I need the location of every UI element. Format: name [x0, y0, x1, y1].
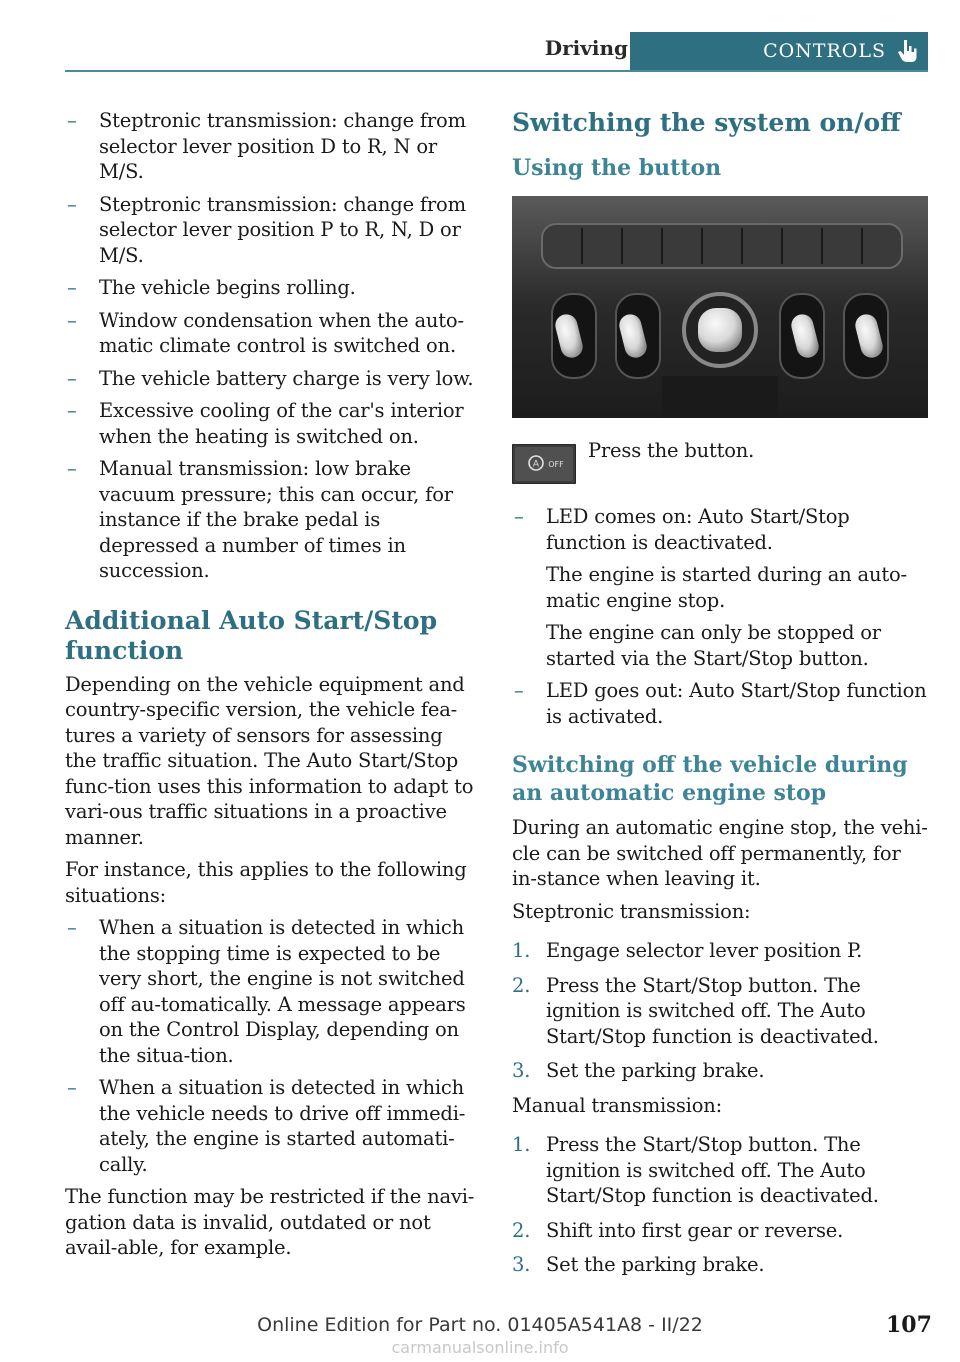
list-item: – The vehicle begins rolling.	[67, 276, 356, 299]
led-on-detail-1: The engine is started during an auto‐matic engine stop.	[546, 563, 907, 612]
list-item: – LED goes out: Auto Start/Stop function is activated.	[514, 679, 927, 728]
running-header-chapter-tab	[630, 32, 928, 70]
toggle-switches-image	[512, 196, 928, 418]
list-item: – Manual transmission: low brake vacuum pressure; this can occur, for instance if the brake pedal is depressed a number of times in succession.	[67, 457, 453, 582]
led-list	[512, 504, 930, 729]
left-column	[65, 108, 479, 1268]
manual-steps	[512, 1132, 930, 1278]
list-item: – When a situation is detected in which the vehicle needs to drive off immedi‐ately, the engine is started automati‐cally.	[67, 1076, 466, 1176]
list-item: 1. Press the Start/Stop button. The ignition is switched off. The Auto Start/Stop function is deactivated.	[512, 1133, 879, 1207]
list-item: 1. Engage selector lever position P.	[512, 939, 863, 962]
paragraph-switch-off: During an automatic engine stop, the vehi‐cle can be switched off permanently, for in‐stance when leaving it.	[512, 816, 928, 890]
situation-list	[65, 915, 479, 1177]
heading-switch-off-vehicle: Switching off the vehicle during an automatic engine stop	[512, 752, 908, 806]
svg-text:OFF: OFF	[548, 460, 564, 469]
heading-switching-system: Switching the system on/off	[512, 108, 901, 137]
steptronic-label: Steptronic transmission:	[512, 899, 751, 923]
running-header-section: Driving	[544, 36, 628, 60]
steptronic-steps	[512, 938, 930, 1084]
list-item: – LED comes on: Auto Start/Stop function is deactivated. The engine is started during an auto‐matic engine stop. The engine can only be stopped or started via the Start/Stop button.	[512, 504, 930, 671]
svg-text:A: A	[532, 459, 540, 470]
condition-list	[65, 108, 479, 584]
center-console-photo	[512, 196, 928, 418]
paragraph-situations-intro: For instance, this applies to the following situations:	[65, 858, 467, 907]
watermark: carmanualsonline.info	[391, 1338, 569, 1357]
manual-label: Manual transmission:	[512, 1093, 722, 1117]
list-item: 3. Set the parking brake.	[512, 1059, 765, 1082]
list-item: – Steptronic transmission: change from selector lever position P to R, N, D or M/S.	[67, 192, 466, 267]
list-item: 3. Set the parking brake.	[512, 1253, 765, 1276]
led-on-detail-2: The engine can only be stopped or started via the Start/Stop button.	[546, 621, 881, 670]
page-number: 107	[886, 1312, 932, 1338]
footer-edition: Online Edition for Part no. 01405A541A8 - II/22	[257, 1314, 703, 1336]
list-item: – Window condensation when the auto‐matic climate control is switched on.	[67, 308, 464, 357]
list-item: 2. Press the Start/Stop button. The ignition is switched off. The Auto Start/Stop function is deactivated.	[512, 973, 879, 1048]
list-item: 2. Shift into first gear or reverse.	[512, 1218, 844, 1242]
list-item: – The vehicle battery charge is very low.	[67, 366, 474, 390]
button-instruction	[512, 438, 930, 484]
chapter-title: CONTROLS	[763, 40, 886, 62]
list-item: – When a situation is detected in which the stopping time is expected to be very short, the engine is not switched off au‐tomatically. A message appears on the Control Display, depending on the situa‐tion.	[67, 916, 466, 1067]
paragraph-sensors: Depending on the vehicle equipment and country-specific version, the vehicle fea‐tures a variety of sensors for assessing the traffic situation. The Auto Start/Stop func‐tion uses this information to adapt to vari‐ous traffic situations in a proactive manner.	[65, 672, 474, 849]
header-rule	[65, 70, 928, 72]
subheading-using-button: Using the button	[512, 155, 722, 181]
auto-start-stop-off-button-icon	[512, 444, 576, 484]
right-column	[512, 108, 930, 1287]
heading-additional-function: Additional Auto Start/Stop function	[65, 605, 438, 665]
steering-hand-icon	[896, 38, 918, 64]
list-item: – Excessive cooling of the car's interior when the heating is switched on.	[67, 399, 464, 448]
list-item: – Steptronic transmission: change from selector lever position D to R, N or M/S.	[67, 109, 466, 183]
paragraph-restriction: The function may be restricted if the navi‐gation data is invalid, outdated or not avail‐able, for example.	[65, 1185, 475, 1259]
press-button-text: Press the button.	[588, 439, 755, 462]
